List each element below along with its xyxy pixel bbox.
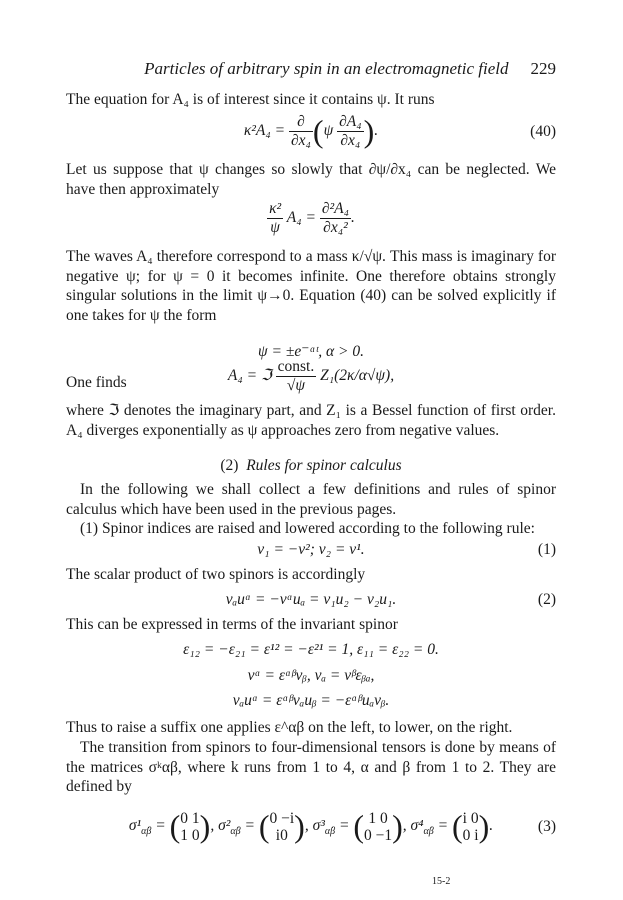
equation-2 (66, 591, 556, 609)
fraction (289, 113, 313, 150)
eq-term: A₄ = (286, 209, 316, 227)
matrix-row: i 0 (462, 809, 479, 827)
matrix-body (180, 810, 199, 844)
frac-num: ∂ (289, 113, 313, 132)
matrix-body (463, 810, 479, 844)
equation-3 (66, 808, 556, 848)
psi: ψ (323, 122, 334, 140)
sigma-matrix: $\sigma^3_{\alphȧ\beta}$ = ( 1 0 0 −1 ), (312, 808, 411, 844)
eq-lhs: A₄ = ℑ (227, 367, 272, 385)
frac-num: ∂A₄ (339, 113, 362, 130)
fraction (320, 200, 351, 237)
section-number: (2) (220, 457, 239, 474)
eq-end: . (351, 209, 355, 227)
signature-mark: 15-2 (432, 876, 451, 887)
paragraph: Let us suppose that ψ changes so slowly that ∂ψ/∂x₄ can be neglected. We have then approximately (66, 161, 556, 198)
equation-40: κ²A₄ = $\frac{\partial}{\text{∂x₄}}$ (ψ $\frac{\text{∂A₄}}{\text{∂x₄}}$ ). (40) (243, 113, 556, 149)
frac-den: ψ (270, 219, 280, 236)
section-title: Rules for spinor calculus (246, 457, 402, 474)
equation-epsilon-def: ε₁₂ = −ε₂₁ = ε¹² = −ε²¹ = 1, ε₁₁ = ε₂₂ = 0. (183, 641, 439, 658)
frac-num: ∂²A₄ (321, 200, 350, 217)
equation-number: (3) (537, 818, 556, 835)
eq-body: vₐuᵅ = −vᵅuₐ = v₁u₂ − v₂u₁. (225, 591, 397, 608)
eq-rhs: Z₁(2κ/α√ψ), (320, 367, 395, 385)
frac-den: ∂x₄ (340, 132, 361, 149)
equation-number: (1) (537, 541, 556, 558)
fraction (267, 200, 283, 237)
matrix-row: 0 −1 (363, 826, 393, 844)
one-finds-label: One finds (66, 374, 127, 391)
frac-num: κ² (269, 200, 282, 217)
equation-1 (66, 541, 556, 559)
matrix-symbol: $\sigma^3_{\alphȧ\beta}$ (312, 817, 336, 838)
running-head-title: Particles of arbitrary spin in an electromagnetic field (144, 59, 509, 78)
sigma-matrix: $\sigma^2_{\alphȧ\beta}$ = ( 0 −i i0 ), (218, 808, 313, 844)
equation-product: vₐuᵅ = εᵅᵝvₐuᵦ = −εᵅᵝuₐvᵦ. (232, 692, 390, 709)
matrix-row: 1 0 (180, 826, 200, 844)
running-head (66, 59, 556, 79)
equation-number: (40) (530, 123, 556, 140)
page-number: 229 (530, 59, 556, 78)
equation-approx (66, 200, 556, 242)
equation-raise-lower: vᵅ = εᵅᵝvᵦ, vₐ = vᵝεᵦₐ, (247, 667, 375, 684)
equation-number: (2) (537, 591, 556, 608)
paragraph: This can be expressed in terms of the invariant spinor (66, 616, 398, 633)
sigma-matrices (128, 808, 494, 844)
frac-den: ∂x₄² (323, 219, 348, 236)
sigma-matrix: $\sigma^1_{\alphȧ\beta}$ = ( 0 1 1 0 ), (128, 808, 219, 844)
matrix-row: 0 i (462, 826, 479, 844)
matrix-row: i0 (275, 826, 288, 844)
paragraph: The equation for A₄ is of interest since it contains ψ. It runs (66, 91, 435, 108)
matrix-body (269, 810, 294, 844)
paragraph: (1) Spinor indices are raised and lowered according to the following rule: (80, 520, 535, 537)
matrix-symbol: $\sigma^1_{\alphȧ\beta}$ (128, 817, 152, 838)
fraction (337, 113, 364, 150)
paragraph: The scalar product of two spinors is accordingly (66, 566, 366, 583)
fraction (276, 358, 317, 395)
eq-body: v₁ = −v²; v₂ = v¹. (257, 541, 365, 558)
frac-den: ∂x₄ (290, 132, 311, 149)
paragraph: In the following we shall collect a few definitions and rules of spinor calculus which have been used in the previous pages. (66, 481, 556, 518)
frac-num: const. (277, 358, 315, 375)
sigma-matrix: $\sigma^4_{\alphȧ\beta}$ = ( i 0 0 i ). (410, 808, 494, 844)
paragraph: where ℑ denotes the imaginary part, and Z₁ is a Bessel function of first order. A₄ diverges exponentially as ψ approaches zero from negative values. (66, 402, 556, 439)
frac-den: √ψ (286, 377, 305, 394)
paragraph: The waves A₄ therefore correspond to a mass κ/√ψ. This mass is imaginary for negative ψ; for ψ = 0 it becomes infinite. One therefore obtains strongly singular solutions in the limit ψ→0. Equation (40) can be solved explicitly if one takes for ψ the form (66, 248, 556, 324)
eq-lhs: κ²A₄ = (243, 122, 286, 140)
matrix-symbol: $\sigma^2_{\alphȧ\beta}$ (218, 817, 241, 838)
matrix-row: 1 0 (368, 809, 388, 827)
matrix-symbol: $\sigma^4_{\alphȧ\beta}$ (410, 817, 434, 838)
paragraph: Thus to raise a suffix one applies ε^αβ on the left, to lower, on the right. (66, 719, 513, 736)
equation-psi-form: ψ = ±e⁻ᵅᵗ, α > 0. (258, 343, 364, 360)
equation-a4-solution (66, 358, 556, 402)
matrix-body (364, 810, 392, 844)
matrix-row: 0 −i (269, 809, 295, 827)
paragraph: The transition from spinors to four-dimensional tensors is done by means of the matrices σᵏαβ, where k runs from 1 to 4, α and β from 1 to 2. They are defined by (66, 739, 556, 795)
section-heading (66, 457, 556, 475)
matrix-row: 0 1 (180, 809, 200, 827)
